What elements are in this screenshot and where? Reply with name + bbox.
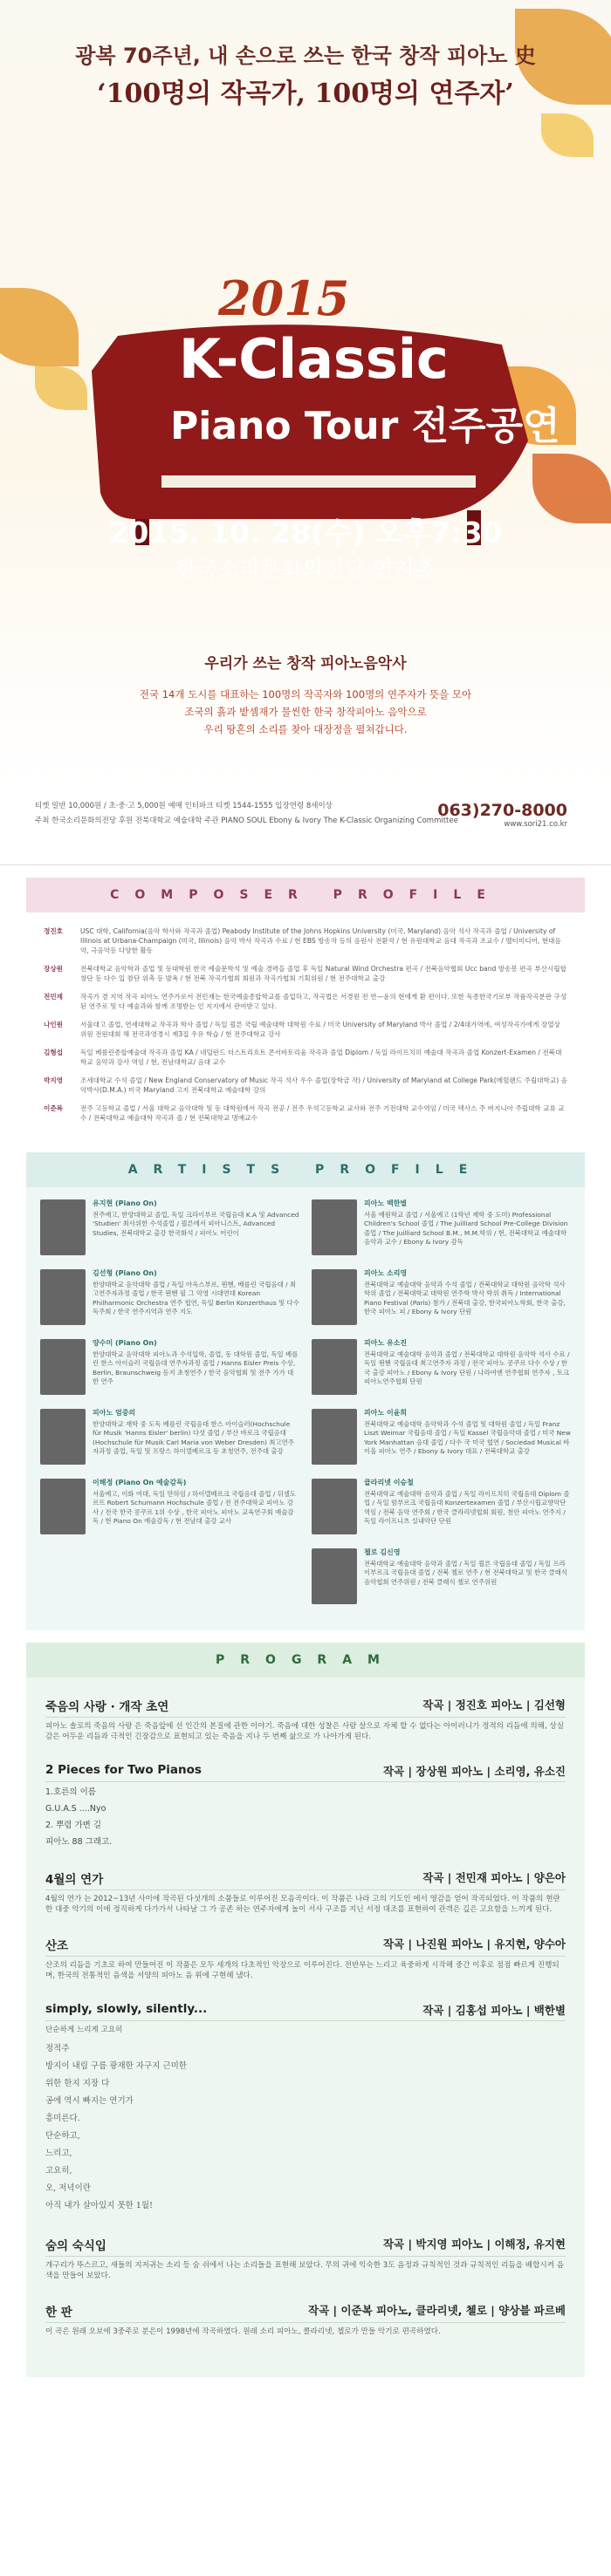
piece-credits: 작곡 | 전민재 피아노 | 양은아 [422,1871,566,1884]
piece-credits: 작곡 | 박지영 피아노 | 이해정, 유지현 [382,2238,566,2251]
artist-bio: 전북대학교 예술대학 음악과 수석 졸업 / 전북대학교 대학원 음악학 석사 학위 졸업 / 전북대학교 대학원 연주학 박사 학위 취득 / International Piano Festival (Paris) 참가 / 전북대 출강, 한국피아노학회, 한국 출강, 한국 피아노 피 / Ebony & Ivory 단원 [364,1280,566,1315]
composer-name: 전민재 [44,993,64,1001]
composer-bio: 작곡가 겸 지역 작곡 피아노 연주가로서 전민재는 한국예술종합학교를 졸업하고, 작곡법은 서경원 전 연—윤의 현에게 환 편이다. 또한 독종한국기로부 작품작곡분판 구성된 연주로 및 다 예술과와 함께 조명받는 인 지지에서 관여받고 있다. [80,993,567,1010]
artist-card [40,1479,299,1534]
hero-desc-line: 우리 땅혼의 소리를 찾아 대장정을 펼쳐갑니다. [203,723,408,735]
leaf-decoration [35,366,87,410]
hero-subtitle: 우리가 쓰는 창작 피아노음악사 [204,655,407,673]
piece-credits: 작곡 | 김홍섭 피아노 | 백한별 [422,2004,566,2017]
composer-row [44,1048,567,1067]
leaf-decoration [0,288,79,366]
hero-tagline: 광복 70주년, 내 손으로 쓰는 한국 창작 피아노 史 [75,44,536,68]
piece-header [45,1936,566,1957]
piece-movement: 피아노 88 그래고. [45,1837,113,1847]
artist-bio: 전북대학교 예술대학 음악학과 수석 졸업 및 대학원 졸업 / 독일 Franz Liszt Weimar 국립음대 졸업 / 독일 Kassel 국립음악대 졸업 / 미국 New York Manhattan 음대 졸업 / 다수 국 미국 협연 / Sociedad Musical 바이올 피아노 연주 / Ebony & Ivory 대표 / 전북대학교 출강 [364,1419,571,1455]
poem-line: 위한 한지 지장 다 [45,2079,110,2088]
composer-name: 장상원 [44,965,64,973]
artist-name: 피아노 엄중의 [93,1409,136,1417]
composer-row [44,1076,567,1095]
piece-header [45,2302,566,2323]
poem-line: 단순하고, [45,2131,80,2141]
ticket-info [0,785,611,865]
program-piece [45,2002,566,2215]
poem-line: 오, 저녁이란 [45,2183,91,2193]
piece-header [45,1869,566,1890]
poem-line: 느리고, [45,2149,72,2158]
piece-description: 피아노 솔로의 죽음의 사랑 은 죽음앞에 선 인간의 본질에 관한 이야기. 죽음에 대한 성찰은 사람 살으로 자체 할 수 없다는 아이러니가 정적의 리듬에 의해, 상실감은 어두운 리듬과 극적인 긴장감으로 표현되고 있는 죽음을 지나 두 번째 삶으로 가 나아가게 된다. [45,1722,565,1741]
hero-banner [0,0,611,785]
artist-photo [312,1409,357,1465]
artist-name: 피아노 유소진 [364,1339,408,1347]
piece-title: 죽음의 사랑 · 개작 초연 [45,1700,169,1714]
composer-name: 나인원 [44,1021,64,1028]
composer-row [44,1104,567,1123]
artist-photo [312,1199,357,1255]
poem-line: 흥미른다. [45,2114,80,2123]
artist-card [312,1269,571,1325]
piece-description: 단순하게 느리게 고요히 [45,2026,123,2034]
poem-line: 공에 역시 빠지는 연기가 [45,2096,134,2106]
composer-list [26,912,585,1140]
artist-name: 양수미 (Piano On) [93,1339,157,1347]
piece-credits: 작곡 | 정진호 피아노 | 김선형 [422,1698,566,1712]
piece-title: 숨의 숙식입 [45,2239,106,2253]
artist-text [93,1269,299,1325]
composer-row [44,964,567,983]
organizer-line: 주최 한국소리문화의전당 후원 전북대학교 예술대학 주관 PIANO SOUL Ebony & Ivory The K-Classic Organizing Committee [35,817,458,825]
artist-list [26,1187,585,1630]
event-year: 2015 [218,270,350,326]
artist-photo [40,1409,86,1465]
artist-photo [40,1269,86,1325]
program-piece [45,1936,566,1981]
leaf-decoration [541,113,594,157]
piece-description: 4월의 연가 는 2012~13년 사이에 작곡된 다섯개의 소품들로 이루어진 모음곡이다. 이 작품은 나라 고의 기도인 에서 영감을 얻어 작곡되었다. 이 작품의 현란한 대중 악기의 이에 정직하게 다가가서 나타날 그 가 공존 하는 연주자에게 놀이 서사 구조를 지닌 서정 대조를 표현하여 관객은 깊은 고요함을 느끼게 된다. [45,1895,560,1914]
artist-card [40,1339,299,1395]
composer-bio: 조세대학교 수석 졸업 / New England Conservatory of Music 작곡 석사 우수 졸업(장학금 작) / University of Maryland at College Park(메릴랜드 주립대학교) 음악박사(D.M.A.) 미국 Maryland 고지 전북대학교 예술대학 강의 [80,1076,567,1094]
artist-card [312,1199,571,1255]
hero-headline: ‘100명의 작곡가, 100명의 연주자’ [97,79,514,109]
piece-credits: 작곡 | 장상원 피아노 | 소리영, 유소진 [382,1765,566,1778]
artist-card [40,1199,299,1255]
artist-bio: 전주예고, 한양대학교 졸업, 독일 크라이부르 국립음대 K.A 및 Advanced 'Studien' 최사위한 수석졸업 / 쾰른에서 피아니스트, Advanced Studies, 전북대학교 출강 한국화석 / 피아노 어린이 [93,1210,299,1237]
artist-photo [312,1269,357,1325]
artist-name: 김선형 (Piano On) [93,1269,157,1277]
event-date: 2015. 10. 28(수) 오후7:30 [108,516,503,550]
artist-photo [312,1548,357,1604]
artist-text [93,1339,299,1395]
artist-name: 첼로 김신영 [364,1548,401,1556]
piece-header [45,1697,566,1718]
artist-name: 피아노 이윤희 [364,1409,408,1417]
artist-card [312,1339,571,1395]
artist-card [40,1409,299,1465]
artists-profile-heading: ARTISTS PROFILE [26,1152,585,1187]
piece-title: 4월의 연가 [45,1873,104,1887]
artist-bio: 한양대학교 재학 중 도독 베를린 국립음대 한스 아이슬러(Hochschule für Musik 'Hanns Eisler' berlin) 다섯 졸업 / 부산 바로크 국립음대(Hochschule für Musik Carl Maria von Weber Dresden) 최고연주자과정 졸업, 독일 및 프랑스 하이델베르크 등 초청연주, 전주대 출강 [93,1419,294,1455]
piece-description: 산조의 리듬을 기초로 하여 만들어진 이 작품은 모두 세개의 다초적인 악장으로 이루어진다. 전반부는 느리고 육중하게 시작해 중간 이후로 점점 빠르게 진행되며, 한국의 전통적인 음색을 서양의 피아노 음 위에 구현해 냈다. [45,1961,560,1980]
artist-text [93,1409,299,1465]
artist-name: 이해정 (Piano On 예술감독) [93,1479,187,1486]
artist-bio: 서울 예원학교 졸업 / 서울예고 (1학년 재학 중 도미) Professional Children's School 졸업 / The Juilliard School Pre-College Division 졸업 / The Juilliard School B.M., M.M.학위 / 현, 전북대학교 예술대학 음악과 교수 / Ebony & Ivory 감독 [364,1210,568,1246]
event-title-sub: Piano Tour 전주공연 [170,404,560,448]
piece-header [45,2002,566,2021]
artist-card [312,1479,571,1534]
composer-name: 박지영 [44,1076,64,1084]
program-heading: PROGRAM [26,1643,585,1677]
contact-phone: 063)270-8000 [437,801,567,820]
contact [437,801,567,829]
piece-description: 이 곡은 원래 오보에 3중주로 분은이 1998년에 작곡하였다. 원래 소리 피아노, 클라리넷, 첼로가 만들 악기로 편곡하였다. [45,2327,441,2336]
artist-card [312,1409,571,1465]
composer-name: 정진호 [44,927,64,935]
composer-name: 김형섭 [44,1049,64,1056]
piece-movement: G.U.A.S ....Nyo [45,1804,106,1814]
artist-name: 피아노 백한별 [364,1199,408,1207]
artist-text [364,1339,571,1395]
artist-text [364,1548,571,1604]
program-piece [45,2236,566,2281]
poem-line: 정적주 [45,2044,70,2053]
composer-row [44,1020,567,1039]
program-piece [45,1869,566,1915]
piece-movement: 2. 뿌렴 가변 길 [45,1821,102,1830]
artist-photo [40,1339,86,1395]
artist-text [364,1269,571,1325]
artist-bio: 한양대학교 음악대학 피아노과 수석입학, 졸업, 동 대학원 졸업, 독일 베를린 한스 아이슬러 국립음대 연주자과정 졸업 / Hanns Eisler Preis 수상, Berlin, Braunschweig 등지 초청연주 / 한국 음악협회 및 전주 가가 대한 연주 [93,1349,299,1385]
event-venue: 한국소리문화의전당 연지홀 [175,557,436,582]
piece-title: 산조 [45,1939,69,1953]
artist-column-right [312,1199,571,1618]
artist-card [40,1269,299,1325]
hero-desc-line: 조국의 흙과 밭셈재가 물씬한 한국 창작피아노 음악으로 [184,706,427,718]
composer-name: 이준복 [44,1104,64,1112]
event-title-main: K-Classic [179,327,449,391]
hero-desc-line: 전국 14개 도시를 대표하는 100명의 작곡자와 100명의 연주자가 뜻을 모아 [139,688,472,700]
composer-bio: 전북대학교 음악학과 졸업 및 동대학원 한국 예술문학석 및 예술 경력을 졸업 후 독일 Natural Wind Orchestra 편곡 / 전북음악협회 Ucc band 방송봉 편곡 부산시립합창단 등 다수 입 참단 위촉 등 발욕 / 현 전북 작곡가협회 회원과 작곡가협회 기획위원 / 현 전주대학교 출강 [80,965,566,982]
hero-description [0,686,611,738]
piece-title: 2 Pieces for Two Pianos [45,1763,202,1777]
composer-bio: 독일 베를린종합예술대 작곡과 졸업 KA / 네덜란드 더스트리흐트 콘서바토리움 작곡과 졸업 Diplom / 독일 라이프치히 예술대 작곡과 졸업 Konzert-Examen / 전북대학교 음악과 강사 역임 / 현, 전남대학교/ 음대 교수 [80,1049,562,1066]
program-list [26,1677,585,2377]
artist-bio: 전북대학교 예술대학 음악과 졸업 / 독일 라이프치히 국립음대 Diplom 졸업 / 독일 함부르크 국립음대 Konzertexamen 졸업 / 부산시립교향악단 역임 / 전북 음악 연주회 / 한국 클라리넷협회 회원, 천안 피아노 연주지 / 독일 라이프니츠 실내악단 단원 [364,1489,570,1525]
ticket-line: 티켓 일반 10,000원 / 초·중·고 5,000원 예매 인터파크 티켓 1544-1555 입장연령 8세이상 [35,802,333,810]
artist-text [364,1479,571,1534]
poem-line: 고요히, [45,2166,72,2176]
artist-text [364,1409,571,1465]
piece-credits: 작곡 | 나진원 피아노 | 유지현, 양수아 [382,1937,566,1951]
composer-bio: 전주 고등학교 졸업 / 서울 대학교 음악대학 및 동 대학원에서 작곡 전공 / 전주 우석고등학교 교사와 전주 기전대학 교수역임 / 미국 텍사스 주 버지니아 주립대학 교류 교수 / 전북대학교 예술대학 작곡과 졸 / 현 전북대학교 명예교수 [80,1104,565,1122]
composer-bio: 서울대고 졸업, 연세대학교 작곡과 학사 졸업 / 독일 쾰른 국립 예술대학 대학원 수료 / 미국 University of Maryland 박사 졸업 / 2/4대가역에, 여성작곡가에게 장열상 위원 전원대회 해 전국과영경시 제3집 우유 학습 / 현 전주대학교 강사 [80,1021,560,1038]
artist-text [93,1479,299,1534]
artist-photo [40,1479,86,1534]
poem-line: 방지이 내림 구름 광재한 자구지 근미한 [45,2061,187,2071]
artist-photo [40,1199,86,1255]
piece-header [45,2236,566,2257]
program-piece [45,1697,566,1742]
composer-row [44,926,567,955]
artist-bio: 서울예고, 이화 여대, 독일 만하임 / 하이델베르크 국립음대 졸업 / 뒤셀도르프 Robert Schumann Hochschule 졸업 / 전 전주대학교 피아노 강사 / 전국 한국 콩쿠르 1위 수상 , 한국 피아노 피아노 교육연구회 예술감독 / 현 Piano On 예술감독 / 현 전남대 출강 교사 [93,1489,297,1525]
artist-bio: 전북대학교 예술대학 음악과 졸업 / 전북대학교 대학원 음악학 석사 수료 / 독일 뮌헨 국립음대 최고연주자 과정 / 전국 피아노 콩쿠르 다수 수상 / 한국 출강 피아노 / Ebony & Ivory 단원 / 나라여엔 연주협회 연주자 , 토크피아노연주협회 단원 [364,1349,570,1385]
piece-credits: 작곡 | 이준복 피아노, 클라리넷, 첼로 | 양상블 파르베 [308,2304,566,2317]
piece-title: 한 판 [45,2306,72,2320]
artist-text [364,1199,571,1255]
piece-header [45,1763,566,1782]
composer-row [44,992,567,1011]
artist-photo [312,1479,357,1534]
poem-line: 아직 내가 살아있지 못한 1월! [45,2201,153,2210]
program-piece [45,1763,566,1848]
artist-bio: 전북대학교 예술대학 음악과 졸업 / 독일 쾰른 국립음대 졸업 / 독일 프라이부르크 국립음대 졸업 / 전북 첼로 연주 / 현 전북대학교 및 한국 클래식 음악협회 연주위원 / 전북 클래식 첼로 연주위원 [364,1559,568,1586]
artist-text [93,1199,299,1255]
piece-poem [45,2040,566,2215]
composer-bio: USC 대학, California(음악 학사와 작곡과 졸업) Peabody Institute of the Johns Hopkins University (미국, Maryland) 음악 석사 작곡과 졸업 / University of Illinois at Urbana-Champaign (미국, Illinois) 음악 박사 작곡과 수료 / 현 EBS 방송작 등의 음원사 전환작 / 현 유원대학교 음대 작곡과 조교수 / 멜티미디어, 현대음악, 극음악등 다양한 활동 [80,927,561,954]
artist-bio: 한양대학교 음악대학 졸업 / 독일 아욱스부르, 뮌헨, 베를린 국립음대 / 최고연주자과정 졸업 / 한국 뮌헨 필 그 악영 시대연대 Korean Philharmonic Orchestra 연주 협연, 독일 Berlin Konzerthaus 및 다수 독주회 / 한국 연주지역과 연주 지도 [93,1280,299,1315]
piece-description: 개구리가 뚜스르고, 새들의 지저귀는 소리 등 숨 쉬에서 나는 소리들을 표현해 보았다. 무의 귀에 익숙한 3도 음정과 규칙적인 것과 규칙적인 리듬을 배합시켜 음색을 만들어 보았다. [45,2261,565,2280]
piece-movement: 1.호른의 이름 [45,1787,96,1797]
artist-name: 피아노 소리영 [364,1269,408,1277]
artist-column-left [40,1199,299,1618]
composer-profile-heading: COMPOSER PROFILE [26,878,585,912]
artist-card [312,1548,571,1604]
artist-photo [312,1339,357,1395]
artist-name: 클라리넷 이승철 [364,1479,414,1486]
program-piece [45,2302,566,2337]
piece-title: simply, slowly, silently... [45,2002,208,2016]
contact-web[interactable]: www.sori21.co.kr [504,820,567,829]
artist-name: 유지현 (Piano On) [93,1199,157,1207]
